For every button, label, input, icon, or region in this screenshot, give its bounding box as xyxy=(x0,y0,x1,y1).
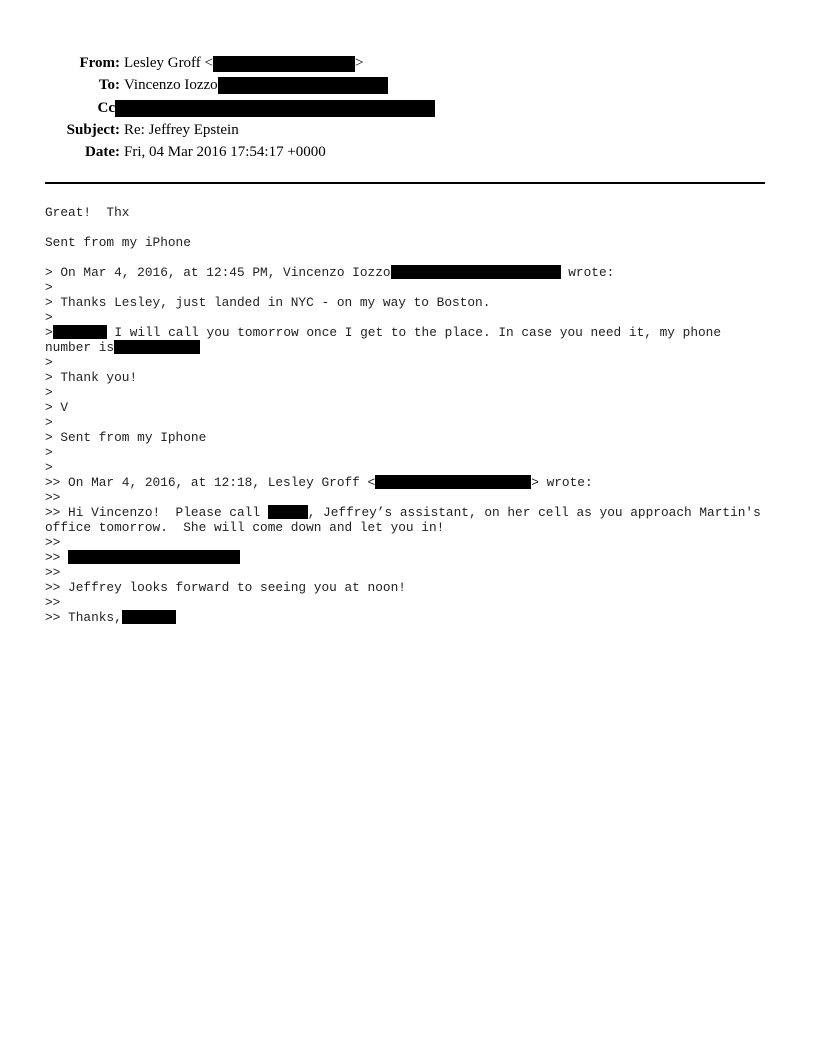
redaction-box xyxy=(213,56,355,72)
redaction-box xyxy=(53,325,107,339)
redaction-box xyxy=(375,475,531,489)
to-label: To: xyxy=(98,77,120,94)
to-value xyxy=(124,74,388,96)
redaction-box xyxy=(268,505,308,519)
quote-text: >> Thanks, xyxy=(45,610,122,625)
body-line: >> Jeffrey looks forward to seeing you at noon! xyxy=(45,580,406,595)
from-close: > xyxy=(355,55,364,71)
body-line xyxy=(45,505,785,520)
body-line xyxy=(45,610,785,625)
body-line xyxy=(45,340,785,355)
quote-text: I will call you tomorrow once I get to the place. In case you need it, my phone xyxy=(106,325,722,340)
body-line: > xyxy=(45,355,53,370)
redaction-box xyxy=(114,340,200,354)
cc-label: Cc xyxy=(97,99,115,116)
body-line: > xyxy=(45,385,53,400)
body-line xyxy=(45,325,785,340)
subject-row xyxy=(0,119,816,141)
body-line: > Thanks Lesley, just landed in NYC - on my way to Boston. xyxy=(45,295,491,310)
body-line: > Thank you! xyxy=(45,370,138,385)
quote-marker: > xyxy=(45,325,53,340)
cc-row xyxy=(0,97,816,119)
quote-text: >> Hi Vincenzo! Please call xyxy=(45,505,268,520)
body-line: > xyxy=(45,280,53,295)
body-line: office tomorrow. She will come down and let you in! xyxy=(45,520,445,535)
body-line: Great! Thx xyxy=(45,205,130,220)
quote-attribution-end: wrote: xyxy=(560,265,615,280)
quote-attribution: >> On Mar 4, 2016, at 12:18, Lesley Groff < xyxy=(45,475,376,490)
quote-attribution-end: > wrote: xyxy=(531,475,593,490)
body-line: > xyxy=(45,460,53,475)
redaction-box xyxy=(68,550,240,564)
body-line xyxy=(45,250,785,265)
body-line: >> xyxy=(45,595,61,610)
to-row xyxy=(0,74,816,96)
date-label: Date: xyxy=(85,144,120,161)
quote-text: , Jeffrey’s assistant, on her cell as you approach Martin's xyxy=(307,505,761,520)
body-line xyxy=(45,475,785,490)
email-body xyxy=(45,205,785,625)
to-name: Vincenzo Iozzo xyxy=(124,77,218,94)
body-line: > xyxy=(45,415,53,430)
date-row xyxy=(0,141,816,163)
subject-label: Subject: xyxy=(66,121,120,138)
cc-value xyxy=(115,97,435,119)
body-line xyxy=(45,220,785,235)
body-line: > Sent from my Iphone xyxy=(45,430,207,445)
from-label: From: xyxy=(79,55,120,71)
header-divider xyxy=(45,182,765,184)
subject-value: Re: Jeffrey Epstein xyxy=(124,121,239,138)
from-value xyxy=(124,52,363,74)
body-line xyxy=(45,265,785,280)
redaction-box xyxy=(391,265,561,279)
redaction-box xyxy=(218,77,388,94)
body-line: Sent from my iPhone xyxy=(45,235,191,250)
redaction-box xyxy=(115,100,435,117)
quote-text: number is xyxy=(45,340,115,355)
body-line: >> xyxy=(45,490,61,505)
redaction-box xyxy=(122,610,176,624)
body-line: > xyxy=(45,445,53,460)
from-row xyxy=(0,52,816,74)
body-line: > xyxy=(45,310,53,325)
date-value: Fri, 04 Mar 2016 17:54:17 +0000 xyxy=(124,144,326,161)
body-line: > V xyxy=(45,400,69,415)
from-name: Lesley Groff < xyxy=(124,55,213,71)
body-line: >> xyxy=(45,535,61,550)
quote-marker: >> xyxy=(45,550,69,565)
body-line xyxy=(45,550,785,565)
quote-attribution: > On Mar 4, 2016, at 12:45 PM, Vincenzo Iozzo xyxy=(45,265,391,280)
body-line: >> xyxy=(45,565,61,580)
email-header xyxy=(0,52,816,163)
